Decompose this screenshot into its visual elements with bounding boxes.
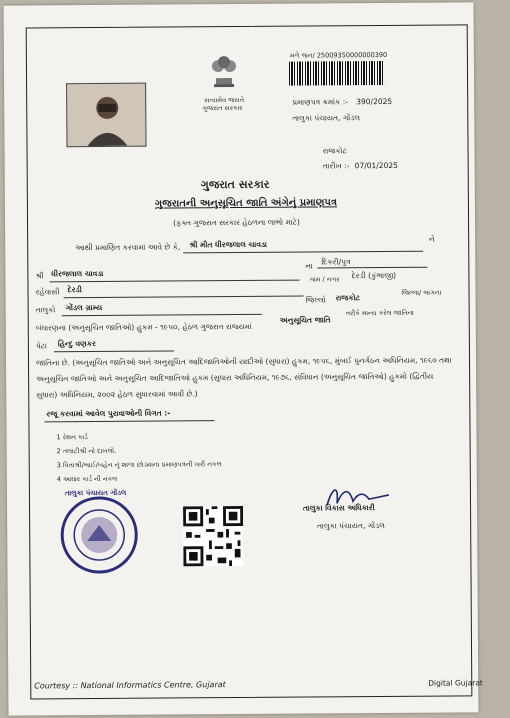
village-label: ગામ / નગર bbox=[309, 275, 340, 284]
district-value: રાજકોટ bbox=[335, 293, 360, 303]
document-item: 4 આધાર કાર્ડ ની નકલ bbox=[56, 474, 118, 484]
issue-date: 07/01/2025 bbox=[354, 160, 398, 171]
date-label: તારીખ :- bbox=[322, 161, 350, 171]
certificate-no-label: પ્રમાણપત્ર ક્રમાંક :- bbox=[292, 97, 348, 107]
documents-heading: રજૂ કરવામાં આવેલ પુરાવાઓની વિગત :- bbox=[46, 408, 171, 419]
applicant-photo bbox=[66, 83, 146, 148]
document-item: 2 તલાટીશ્રી નો દાખલો. bbox=[56, 446, 117, 456]
applicant-name: શ્રી મીત ધીરજલાલ ચાવડા bbox=[189, 239, 267, 250]
father-prefix: શ્રી bbox=[35, 271, 44, 281]
signatory-title: તાલુકા વિકાસ અધિકારી bbox=[303, 503, 375, 513]
emblem-caption-2: ગુજરાત સરકાર bbox=[202, 103, 243, 113]
qr-code bbox=[183, 506, 243, 566]
father-name: ધીરજલાલ ચાવડા bbox=[51, 268, 104, 279]
taluka-label: તાલુકો bbox=[35, 305, 56, 315]
certify-text: આથી પ્રમાણિત કરવામાં આવે છે કે, bbox=[75, 242, 181, 253]
signatory-office: તાલુકા પંચાયત, ગોંડલ bbox=[317, 520, 385, 531]
sub-caste-label: પેટા bbox=[35, 341, 48, 351]
place: રાજકોટ bbox=[322, 146, 347, 156]
document-item: 1 રેશન કાર્ડ bbox=[56, 433, 88, 442]
district-ref: જિલ્લા/ ભાગના bbox=[401, 288, 442, 297]
gov-title: ગુજરાત સરકાર bbox=[200, 177, 270, 192]
digital-gujarat-footer: Digital Gujarat bbox=[428, 678, 483, 688]
of-text: ના bbox=[305, 261, 313, 271]
document-item: 3 પિતાશ્રી/ભાઈ/બહેન નું શાળા છોડ્યાના પ્રમાણપત્રની ખરી નકલ bbox=[56, 460, 222, 470]
line-end-text: ને bbox=[429, 234, 435, 244]
certificate-no: 390/2025 bbox=[356, 96, 393, 107]
certificate-sheet bbox=[4, 2, 483, 715]
village-value: દેરડી (કુંભાજી) bbox=[351, 270, 397, 281]
barcode bbox=[289, 61, 385, 86]
order-end: તરીકે માન્ય કરેલ જાતિના bbox=[345, 308, 414, 318]
seal-text: તાલુકા પંચાયત ગોંડલ bbox=[64, 488, 127, 498]
caste-category: અનુસૂચિત જાતિ bbox=[279, 315, 331, 325]
certificate-subtitle: (ફક્ત ગુજરાત સરકાર હેઠળના લાભો માટે) bbox=[173, 217, 300, 228]
resident-value: દેરડી bbox=[67, 285, 82, 295]
taluka-value: ગોંડલ ગ્રામ્ય bbox=[65, 302, 103, 313]
office-line: તાલુકા પંચાયત, ગોંડલ bbox=[292, 113, 361, 123]
order-text: બંધારણના (અનુસૂચિત જાતિઓ) હુકમ - ૧૯૫૦, હેઠળ ગુજરાત રાજ્યમાં bbox=[35, 321, 252, 333]
courtesy-footer: Courtesy :: National Informatics Centre, Gujarat bbox=[34, 680, 226, 691]
certificate-title: ગુજરાતની અનુસૂચિત જાતિ અંગેનું પ્રમાણપત્ર bbox=[154, 197, 338, 210]
panchayat-seal-icon bbox=[59, 495, 140, 576]
resident-label: રહેવાસી bbox=[35, 287, 60, 297]
state-emblem-icon bbox=[204, 48, 244, 98]
district-label: જિલ્લો bbox=[305, 295, 326, 305]
barcode-text: મળે જન/ 25009350000000390 bbox=[289, 50, 388, 60]
legal-paragraph: જાતિના છે. (અનુસૂચિત જાતિઓ અને અનુસૂચિત આદિજાતિઓની યાદીઓ (સુધારા) હુકમ, ૧૯૫૬, મુંબઈ પુનર્ગઠન અધિનિયમ, ૧૯૬૦ તથા અનુસૂચિત જાતિઓ અને અનુસૂચિત આદિજાતિઓ હુકમ (સુધારા અધિનિયમ, ૧૯૭૬, સંવિધાન (અનુસૂચિત જાતિઓ) હુકમો (દ્વિતીય સુધારા) અધિનિયમ, ૨૦૦૨ હેઠળ સુધારવામાં આવી છે.) bbox=[35, 355, 452, 400]
sub-caste: હિન્દુ વણકર bbox=[57, 339, 96, 349]
relation: દિકરી/પુત્ર bbox=[321, 257, 351, 267]
emblem-caption-1: સત્યમેવ જયતે bbox=[204, 95, 245, 105]
